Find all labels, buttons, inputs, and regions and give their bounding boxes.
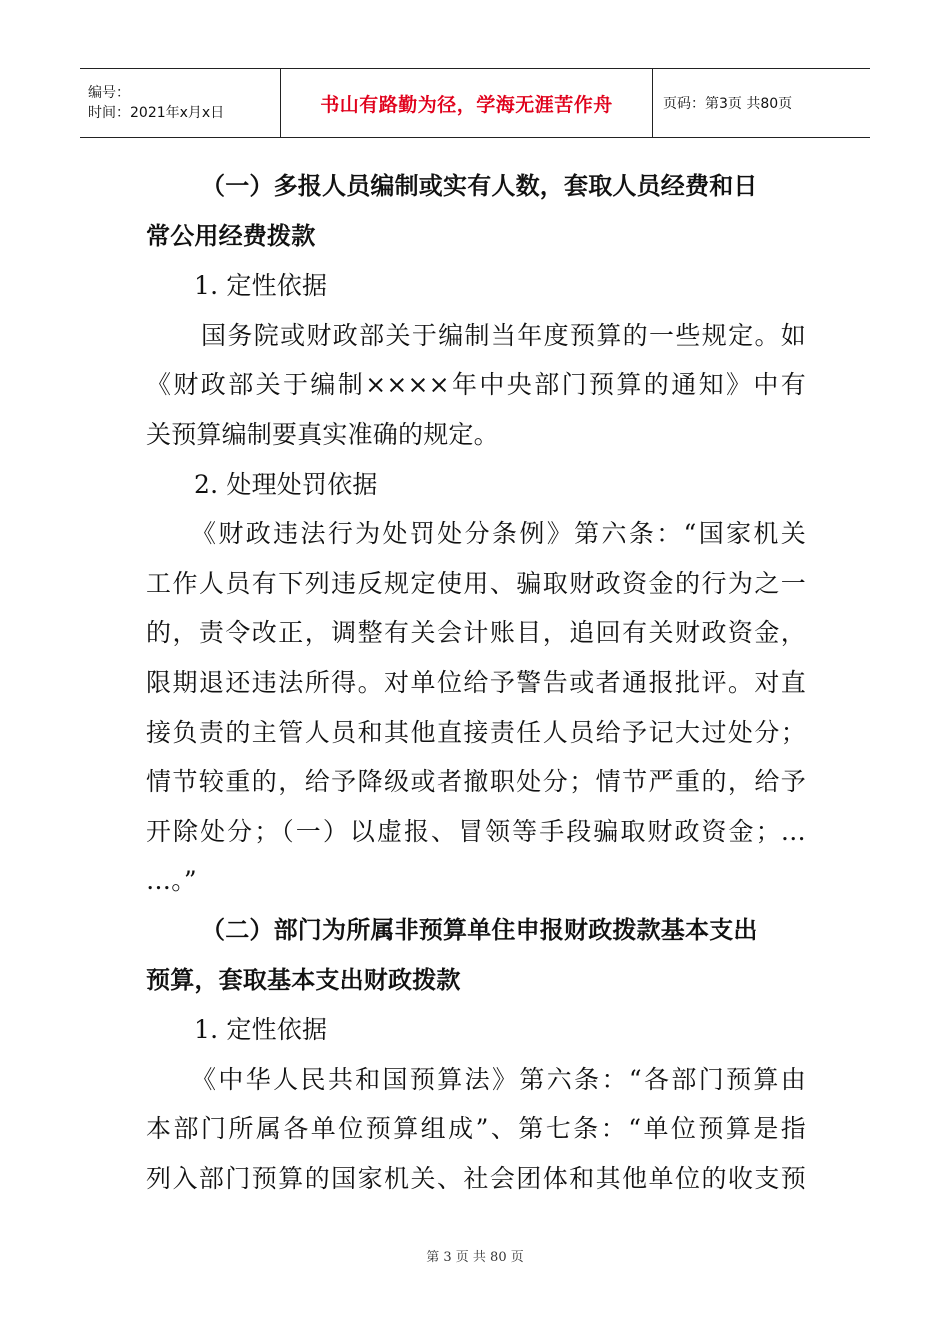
body-text-line: 的，责令改正，调整有关会计账目，追回有关财政资金， (146, 618, 806, 648)
body-text-line: 本部门所属各单位预算组成”、第七条：“单位预算是指 (146, 1114, 806, 1144)
section-heading-line: 预算，套取基本支出财政拨款 (146, 965, 461, 994)
body-text-line: 《财政部关于编制××××年中央部门预算的通知》中有 (146, 370, 806, 400)
page-header (80, 68, 870, 138)
body-text-line: 列入部门预算的国家机关、社会团体和其他单位的收支预 (146, 1163, 806, 1193)
document-time-label: 时间：2021年x月x日 (88, 105, 225, 121)
body-text-line: 关预算编制要真实准确的规定。 (146, 419, 499, 449)
header-motto: 书山有路勤为径，学海无涯苦作舟 (320, 93, 613, 116)
document-number-label: 编号： (88, 85, 130, 101)
header-page-info: 页码：第3页 共80页 (663, 96, 793, 112)
body-text-line: 情节较重的，给予降级或者撤职处分；情节严重的，给予 (146, 767, 806, 797)
header-meta (80, 69, 281, 137)
body-text-line: 开除处分；（一）以虚报、冒领等手段骗取财政资金；… (146, 816, 806, 846)
section-heading-line: 常公用经费拨款 (146, 221, 316, 250)
header-page-cell (653, 69, 870, 137)
section-heading-line: （一）多报人员编制或实有人数，套取人员经费和日 (201, 172, 758, 200)
body-text-line: 《中华人民共和国预算法》第六条：“各部门预算由 (191, 1064, 806, 1094)
body-text-line: 接负责的主管人员和其他直接责任人员给予记大过处分； (146, 717, 806, 747)
body-text-line: 1. 定性依据 (194, 271, 328, 301)
body-text-line: 《财政违法行为处罚处分条例》第六条：“国家机关 (191, 519, 806, 549)
header-motto-cell (281, 69, 653, 137)
section-heading-line: （二）部门为所属非预算单住申报财政拨款基本支出 (201, 915, 758, 944)
body-text-line: 1. 定性依据 (194, 1015, 328, 1045)
footer-page-number: 第 3 页 共 80 页 (426, 1250, 524, 1265)
body-text-line: 国务院或财政部关于编制当年度预算的一些规定。如 (201, 320, 806, 350)
body-text-line: 工作人员有下列违反规定使用、骗取财政资金的行为之一 (146, 568, 806, 598)
body-text-line: 2. 处理处罚依据 (194, 469, 378, 499)
body-text-line: 限期退还违法所得。对单位给予警告或者通报批评。对直 (146, 667, 806, 697)
document-body (146, 162, 806, 1203)
body-text-line: …。” (146, 866, 197, 896)
page-footer (0, 1246, 950, 1265)
